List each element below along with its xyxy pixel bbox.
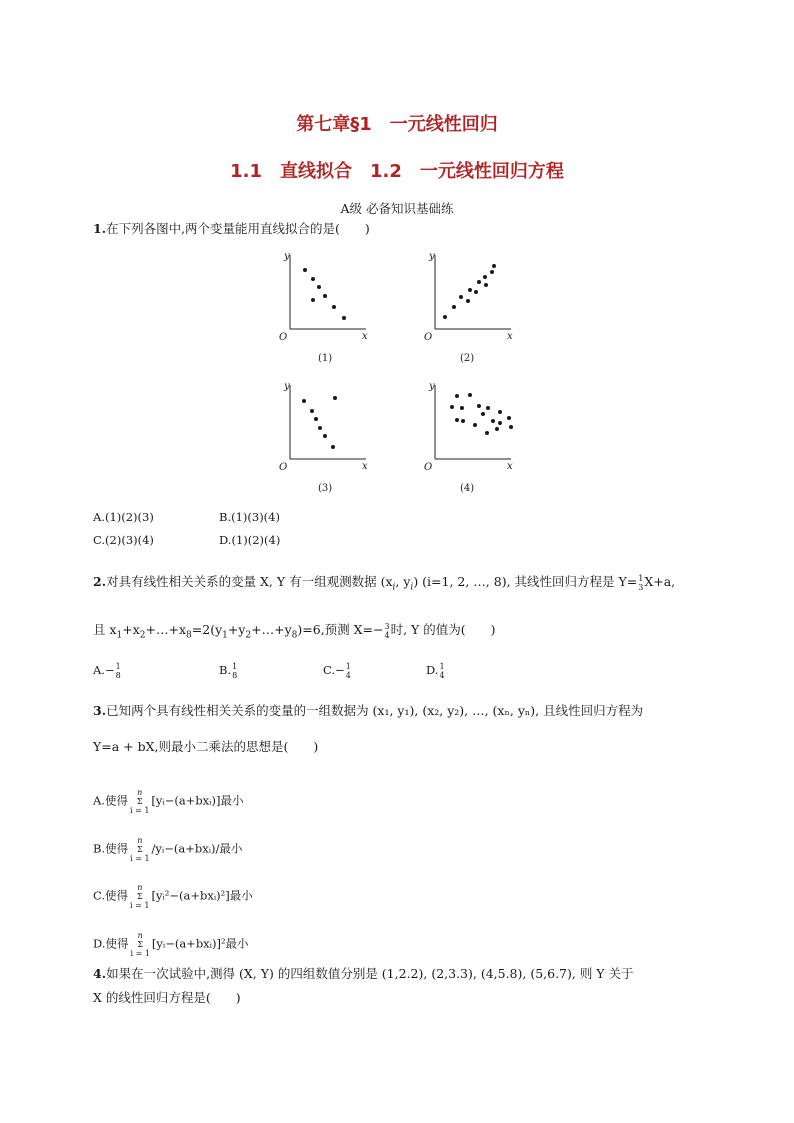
question-number: 1.: [93, 221, 107, 236]
q3-option-a: A.使得 n Σ i = 1 [yᵢ−(a+bxᵢ)]最小: [93, 788, 244, 815]
sum-icon: n Σ i = 1: [129, 788, 150, 815]
text-part: +x: [122, 622, 140, 637]
data-point: [473, 423, 477, 427]
subscript: 1: [222, 630, 228, 641]
question-4-stem: [93, 964, 634, 982]
data-point: [492, 264, 496, 268]
section-title: 1.1 直线拟合 1.2 一元线性回归方程: [230, 161, 564, 182]
scatter-plot-3: [279, 381, 368, 494]
text-part: +…+y: [251, 622, 292, 637]
data-point: [498, 410, 502, 414]
data-point: [490, 270, 494, 274]
scatter-plot-2: [424, 251, 513, 364]
subscript: 8: [291, 630, 298, 641]
scatter-plot-4: [424, 381, 513, 494]
axis-x-label: x: [362, 461, 368, 472]
origin-label: O: [424, 332, 433, 343]
data-point: [332, 305, 336, 309]
q3-option-c: C.使得 n Σ i = 1 [yᵢ²−(a+bxᵢ)²]最小: [93, 883, 253, 910]
plot-caption: (1): [318, 353, 333, 364]
scatter-plots-figure: [270, 245, 540, 495]
text-part: 对具有线性相关关系的变量 X, Y 有一组观测数据 (x: [106, 574, 393, 589]
q2-option-d: D. 1 4: [426, 662, 445, 680]
scatter-plot-1: [279, 251, 368, 364]
data-point: [443, 315, 447, 319]
origin-label: O: [279, 462, 288, 473]
axis-y-label: y: [284, 381, 290, 392]
question-3-stem: [93, 701, 643, 719]
q1-option-a: A.(1)(2)(3): [93, 510, 154, 524]
chapter-title: 第七章§1 一元线性回归: [296, 114, 498, 135]
data-point: [303, 268, 307, 272]
text-part: , y: [395, 574, 411, 589]
subscript: i: [392, 582, 396, 593]
sum-icon: n Σ i = 1: [130, 836, 150, 863]
plot-caption: (2): [460, 353, 475, 364]
axis-x-label: x: [507, 461, 513, 472]
level-heading: A级 必备知识基础练: [340, 201, 454, 216]
question-2-stem: [93, 572, 675, 593]
sum-icon: n Σ i = 1: [130, 931, 150, 958]
data-point: [314, 417, 318, 421]
axis-y-label: y: [284, 251, 290, 262]
text-part: X+a,: [644, 574, 676, 589]
subscript: i: [410, 582, 414, 593]
text-part: 且 x: [93, 622, 117, 637]
subscript: 2: [245, 630, 252, 641]
question-number: 3.: [93, 703, 107, 718]
data-point: [323, 434, 327, 438]
fraction: 1 3: [638, 573, 644, 592]
q2-option-a: A.− 1 8: [93, 662, 121, 680]
text-part: +y: [227, 622, 246, 637]
data-point: [477, 404, 481, 408]
q2-option-b: B. 1 8: [219, 662, 238, 680]
question-text: 已知两个具有线性相关关系的变量的一组数据为 (x₁, y₁), (x₂, y₂), …, (xₙ, yₙ), 且线性回归方程为: [106, 703, 644, 718]
data-point: [323, 294, 327, 298]
data-point: [509, 425, 513, 429]
data-point: [452, 305, 456, 309]
data-point: [318, 426, 322, 430]
plot-caption: (4): [460, 483, 475, 494]
data-point: [481, 412, 485, 416]
data-point: [331, 445, 335, 449]
axis-y-label: y: [429, 381, 435, 392]
data-point: [486, 406, 490, 410]
data-point: [466, 299, 470, 303]
data-point: [474, 290, 478, 294]
data-point: [495, 427, 499, 431]
question-number: 4.: [93, 966, 107, 981]
data-point: [455, 418, 459, 422]
question-number: 2.: [93, 574, 107, 589]
subscript: 2: [139, 630, 146, 641]
data-point: [498, 421, 502, 425]
data-point: [342, 316, 346, 320]
question-3-line-2: Y=a + bX,则最小二乘法的思想是( ): [93, 739, 319, 754]
question-text: 如果在一次试验中,测得 (X, Y) 的四组数值分别是 (1,2.2), (2,3.3), (4,5.8), (5,6.7), 则 Y 关于: [106, 966, 634, 981]
data-point: [333, 396, 337, 400]
data-point: [317, 285, 321, 289]
data-point: [459, 295, 463, 299]
fraction: 3 4: [384, 621, 390, 640]
q2-option-c: C.− 1 4: [323, 662, 351, 680]
question-text: 在下列各图中,两个变量能用直线拟合的是( ): [106, 221, 370, 236]
question-1-stem: [93, 219, 370, 237]
data-point: [468, 288, 472, 292]
data-point: [485, 431, 489, 435]
q1-option-c: C.(2)(3)(4): [93, 533, 154, 547]
data-point: [491, 419, 495, 423]
data-point: [484, 283, 488, 287]
text-part: +…+x: [145, 622, 187, 637]
sum-icon: n Σ i = 1: [130, 883, 150, 910]
question-4-line-2: X 的线性回归方程是( ): [93, 990, 241, 1005]
q1-option-d: D.(1)(2)(4): [219, 533, 281, 547]
data-point: [302, 399, 306, 403]
plot-caption: (3): [318, 483, 333, 494]
data-point: [311, 277, 315, 281]
question-2-line-2: [93, 620, 496, 641]
origin-label: O: [279, 332, 288, 343]
data-point: [483, 275, 487, 279]
data-point: [455, 394, 459, 398]
data-point: [468, 393, 472, 397]
text-part: )=6,预测 X=−: [297, 622, 384, 637]
axis-x-label: x: [362, 331, 368, 342]
origin-label: O: [424, 462, 433, 473]
q3-option-b: B.使得 n Σ i = 1 /yᵢ−(a+bxᵢ)/最小: [93, 836, 243, 863]
text-part: =2(y: [191, 622, 223, 637]
q1-option-b: B.(1)(3)(4): [219, 510, 280, 524]
axis-x-label: x: [507, 331, 513, 342]
data-point: [460, 406, 464, 410]
subscript: 1: [116, 630, 123, 641]
text-part: ) (i=1, 2, …, 8), 其线性回归方程是 Y=: [413, 574, 638, 589]
data-point: [310, 409, 314, 413]
data-point: [450, 405, 454, 409]
axis-y-label: y: [429, 251, 435, 262]
text-part: 时, Y 的值为( ): [390, 622, 496, 637]
subscript: 8: [186, 630, 192, 641]
data-point: [507, 416, 511, 420]
data-point: [461, 419, 465, 423]
q3-option-d: D.使得 n Σ i = 1 [yᵢ−(a+bxᵢ)]²最小: [93, 931, 249, 958]
data-point: [477, 280, 481, 284]
data-point: [311, 298, 315, 302]
